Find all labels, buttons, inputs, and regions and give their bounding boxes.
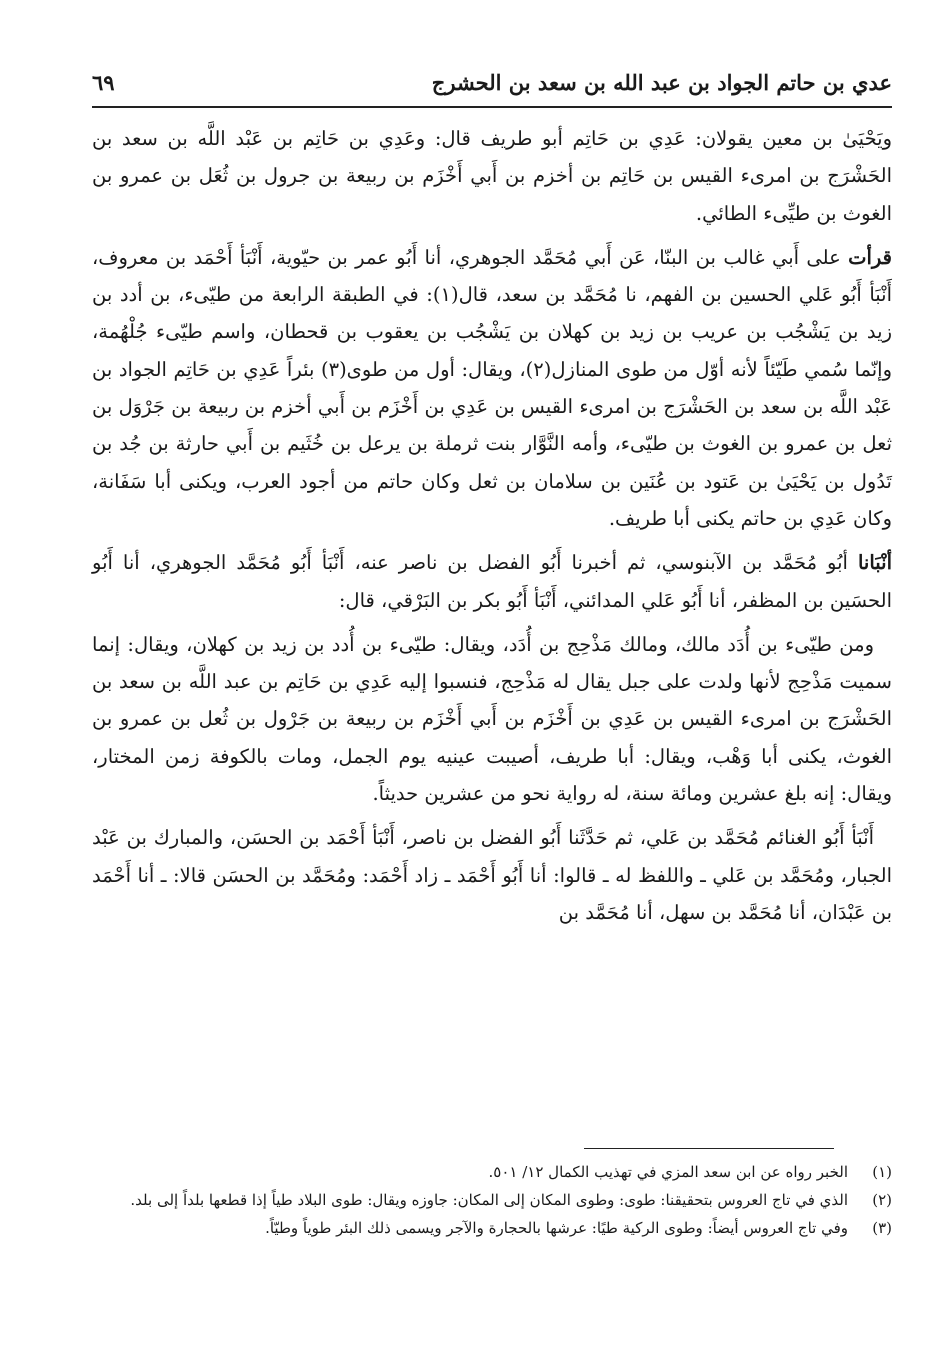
paragraph-4	[92, 626, 892, 812]
header-title: عدي بن حاتم الجواد بن عبد الله بن سعد بن الحشرج	[431, 70, 892, 95]
paragraph-text: أبُو مُحَمَّد بن الآبنوسي، ثم أخبرنا أَبُو الفضل بن ناصر عنه، أَنْبَأ أَبُو مُحَمَّد الجوهري، أنا أَبُو الحسَين بن المظفر، أنا أَبُو عَلي المدائني، أَنْبَأ أَبُو بكر بن البَرْقي، قال:	[92, 551, 892, 612]
paragraph-5	[92, 819, 892, 931]
paragraph-text: أَنْبَأ أَبُو الغنائم مُحَمَّد بن عَلي، ثم حَدَّثَنا أَبُو الفضل بن ناصر، أَنْبَأ أَحْمَد بن الحسَن، والمبارك بن عَبْد الجبار، ومُحَمَّد بن عَلي ـ واللفظ له ـ قالوا: أنا أَبُو أَحْمَد ـ زاد أَحْمَد: ومُحَمَّد بن الحسَن قالا: ـ أنا أَحْمَد بن عَبْدَان، أنا مُحَمَّد بن سهل، أنا مُحَمَّد بن	[92, 826, 892, 924]
running-header	[92, 66, 892, 108]
footnote-text: وفي تاج العروس أيضاً: وطوى الركية طيًا: عرشها بالحجارة والآجر ويسمى ذلك البئر طوياً وطيّاً.	[265, 1219, 848, 1237]
paragraph-text: ويَحْيَىٰ بن معين يقولان: عَدِي بن حَاتِم أبو طريف قال: وعَدِي بن حَاتِم بن عَبْد اللَّه بن سعد بن الحَشْرَج بن امرىء القيس بن حَاتِم بن أخزم بن أَبي أَخْزَم بن ربيعة بن جرول بن ثُعَل بن عمرو بن الغوث بن طيِّىء الطائي.	[92, 127, 892, 225]
main-text	[92, 120, 892, 938]
paragraph-lead-word: أنْبَانا	[857, 551, 892, 575]
footnote-text: الذي في تاج العروس بتحقيقنا: طوى: وطوى المكان إلى المكان: جاوزه ويقال: طوى البلاد طياً إذا قطعها بلداً إلى بلد.	[130, 1191, 848, 1209]
footnote-number: (٢)	[872, 1191, 892, 1209]
footnote-1	[92, 1160, 892, 1184]
footnote-3	[92, 1216, 892, 1240]
footnotes	[92, 1160, 892, 1244]
footnote-number: (٣)	[872, 1219, 892, 1237]
paragraph-text: على أَبي غالب بن البنّا، عَن أَبي مُحَمَّد الجوهري، أنا أَبُو عمر بن حيّوية، أَنْبَأ أَحْمَد بن معروف، أَنْبَأ أَبُو عَلي الحسين بن الفهم، نا مُحَمَّد بن سعد، قال(١): في الطبقة الرابعة من طيّىء، بن أدد بن زيد بن يَشْجُب بن عريب بن زيد بن كهلان بن يَشْجُب بن يعقوب بن قحطان، واسم طيّىء جُلْهُمة، وإنّما سُمي طَيّئاً لأنه أوّل من طوى المنازل(٢)، ويقال: أول من طوى(٣) بئراً عَدِي بن حَاتِم الجواد بن عَبْد اللَّه بن سعد بن الحَشْرَج بن امرىء القيس بن عَدِي بن أَخْزَم بن أَبي أخزم بن ربيعة بن جَرْوَل بن ثعل بن عمرو بن الغوث بن طيّىء، وأمه النَّوَّار بنت ثرملة بن يرعل بن خُثَيم بن أَبي حارثة بن جُد بن تَدُول بن يَحْيَىٰ بن عَتود بن عُنَين بن سلامان بن ثعل وكان حاتم من أجود العرب، ويكنى أبا سَفَانة، وكان عَدِي بن حاتم يكنى أبا طريف.	[92, 245, 892, 530]
paragraph-2	[92, 239, 892, 537]
paragraph-3	[92, 544, 892, 619]
paragraph-text: ومن طيّىء بن أُدَد مالك، ومالك مَذْحِج بن أُدَد، ويقال: طيّىء بن أُدد بن زيد بن كهلان، ويقال: إنما سميت مَذْحِج لأنها ولدت على جبل يقال له مَذْحِج، فنسبوا إليه عَدِي بن حَاتِم بن عبد اللَّه بن سعد بن الحَشْرَج بن امرىء القيس بن عَدِي بن أَخْزَم بن أَبي أَخْزَم بن ربيعة بن جَرْول بن ثُعل بن عمرو بن الغوث، يكنى أبا وَهْب، ويقال: أبا طريف، أصيبت عينيه يوم الجمل، ومات بالكوفة زمن المختار، ويقال: إنه بلغ عشرين ومائة سنة، له رواية نحو من عشرين حديثاً.	[92, 632, 892, 806]
paragraph-lead-word: قرأت	[848, 245, 892, 269]
footnote-2	[92, 1188, 892, 1212]
paragraph-1	[92, 120, 892, 232]
page-number: ٦٩	[92, 70, 115, 95]
footnote-divider	[584, 1148, 834, 1149]
footnote-text: الخبر رواه عن ابن سعد المزي في تهذيب الكمال ١٢/ ٥٠١.	[488, 1163, 848, 1181]
footnote-number: (١)	[872, 1163, 892, 1181]
